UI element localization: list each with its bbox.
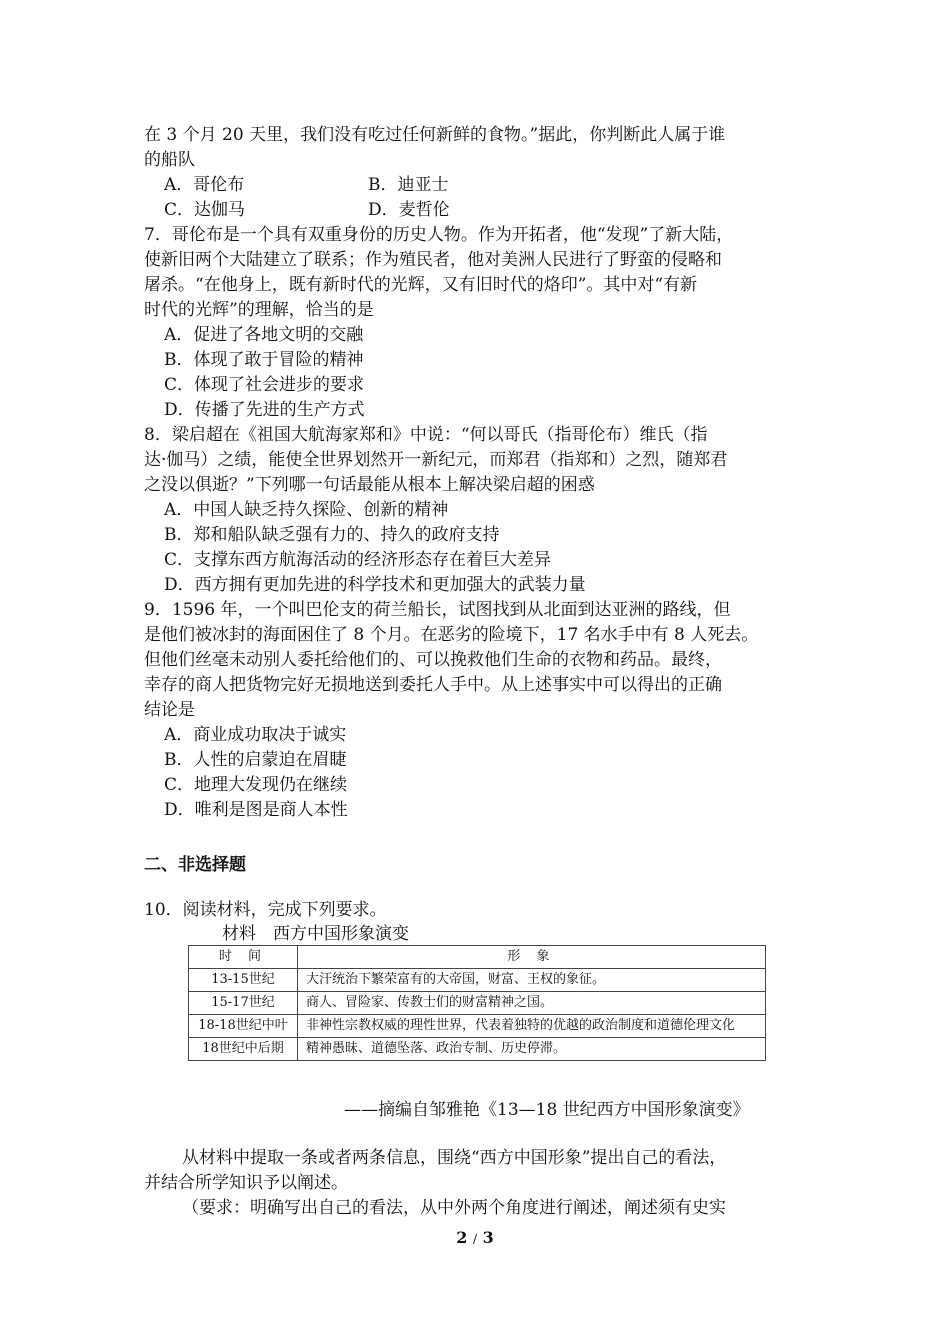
q6-option-b: B．迪亚士 (368, 175, 449, 195)
q6-line-1: 在 3 个月 20 天里，我们没有吃过任何新鲜的食物。”据此，你判断此人属于谁 (144, 125, 726, 145)
q6-option-a: A．哥伦布 (164, 175, 245, 195)
q7-option-d: D．传播了先进的生产方式 (164, 400, 365, 420)
table-cell-image: 商人、冒险家、传教士们的财富精神之国。 (298, 992, 766, 1015)
table-cell-image: 大汗统治下繁荣富有的大帝国，财富、王权的象征。 (298, 969, 766, 992)
q6-option-d: D．麦哲伦 (368, 200, 450, 220)
table-cell-time: 13-15世纪 (189, 969, 298, 992)
material-source: ——摘编自邹雅艳《13—18 世纪西方中国形象演变》 (344, 1100, 750, 1120)
q9-line-4: 幸存的商人把货物完好无损地送到委托人手中。从上述事实中可以得出的正确 (144, 675, 722, 695)
q7-option-c: C．体现了社会进步的要求 (164, 375, 365, 395)
table-cell-image: 非神性宗教权威的理性世界，代表着独特的优越的政治制度和道德伦理文化 (298, 1015, 766, 1038)
q8-line-3: 之没以俱逝？”下列哪一句话最能从根本上解决梁启超的困惑 (144, 475, 595, 495)
table-cell-time: 18-18世纪中叶 (189, 1015, 298, 1038)
q7-option-a: A．促进了各地文明的交融 (164, 325, 364, 345)
page-total: 3 (482, 1228, 494, 1247)
q8-option-c: C．支撑东西方航海活动的经济形态存在着巨大差异 (164, 550, 552, 570)
q8-option-a: A．中国人缺乏持久探险、创新的精神 (164, 500, 449, 520)
q6-option-c: C．达伽马 (164, 200, 246, 220)
table-row (189, 969, 766, 992)
table-row (189, 1038, 766, 1061)
q9-option-c: C．地理大发现仍在继续 (164, 775, 348, 795)
table-cell-time: 15-17世纪 (189, 992, 298, 1015)
table-cell-time: 18世纪中后期 (189, 1038, 298, 1061)
q8-line-2: 达·伽马）之绩，能使全世界划然开一新纪元，而郑君（指郑和）之烈，随郑君 (144, 450, 728, 470)
q9-line-2: 是他们被冰封的海面困住了 8 个月。在恶劣的险境下，17 名水手中有 8 人死去。 (144, 625, 759, 645)
q9-option-d: D．唯利是图是商人本性 (164, 800, 348, 820)
table-header-time: 时 间 (189, 946, 298, 969)
q10-question-line-2: 并结合所学知识予以阐述。 (144, 1173, 348, 1193)
q7-line-4: 时代的光辉”的理解，恰当的是 (144, 300, 374, 320)
page-current: 2 (456, 1228, 468, 1247)
q10-requirement: （要求：明确写出自己的看法，从中外两个角度进行阐述，阐述须有史实 (182, 1198, 726, 1218)
table-header-row (189, 946, 766, 969)
q10-intro: 10．阅读材料，完成下列要求。 (144, 900, 387, 920)
q6-line-2: 的船队 (144, 150, 195, 170)
q9-option-b: B．人性的启蒙迫在眉睫 (164, 750, 347, 770)
material-table (188, 945, 766, 1061)
q8-line-1: 8．梁启超在《祖国大航海家郑和》中说：“何以哥氏（指哥伦布）维氏（指 (144, 425, 708, 445)
q9-line-1: 9．1596 年，一个叫巴伦支的荷兰船长，试图找到从北面到达亚洲的路线，但 (144, 600, 731, 620)
table-cell-image: 精神愚昧、道德坠落、政治专制、历史停滞。 (298, 1038, 766, 1061)
q7-line-3: 屠杀。“在他身上，既有新时代的光辉，又有旧时代的烙印”。其中对“有新 (144, 275, 698, 295)
table-header-image: 形 象 (298, 946, 766, 969)
q8-option-b: B．郑和船队缺乏强有力的、持久的政府支持 (164, 525, 500, 545)
q9-option-a: A．商业成功取决于诚实 (164, 725, 347, 745)
table-row (189, 992, 766, 1015)
page-separator: / (472, 1232, 478, 1246)
table-row (189, 1015, 766, 1038)
q7-line-2: 使新旧两个大陆建立了联系；作为殖民者，他对美洲人民进行了野蛮的侵略和 (144, 250, 722, 270)
q9-line-3: 但他们丝毫未动别人委托给他们的、可以挽救他们生命的衣物和药品。最终， (144, 650, 722, 670)
section-heading: 二、非选择题 (144, 855, 246, 875)
q8-option-d: D．西方拥有更加先进的科学技术和更加强大的武装力量 (164, 575, 586, 595)
q7-option-b: B．体现了敢于冒险的精神 (164, 350, 364, 370)
q10-question-line-1: 从材料中提取一条或者两条信息，围绕“西方中国形象”提出自己的看法， (182, 1148, 727, 1168)
q9-line-5: 结论是 (144, 700, 195, 720)
page-number (0, 1228, 950, 1247)
material-title: 材料 西方中国形象演变 (222, 924, 409, 944)
q7-line-1: 7．哥伦布是一个具有双重身份的历史人物。作为开拓者，他“发现”了新大陆， (144, 225, 734, 245)
